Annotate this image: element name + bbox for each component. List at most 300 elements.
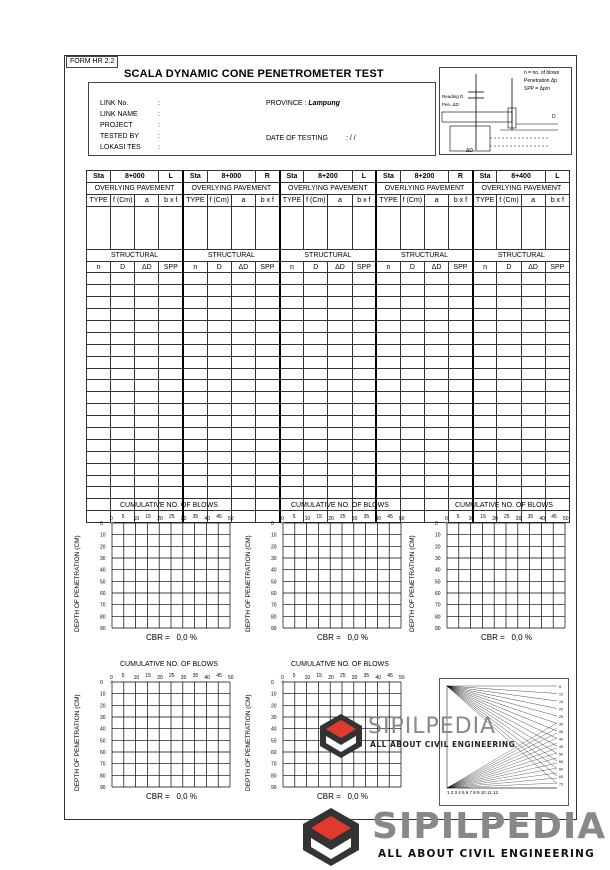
table-cell[interactable] xyxy=(183,285,207,297)
table-cell[interactable] xyxy=(424,297,448,309)
table-cell[interactable] xyxy=(449,321,473,333)
table-cell[interactable] xyxy=(328,463,352,475)
table-cell[interactable] xyxy=(183,392,207,404)
table-cell[interactable] xyxy=(255,463,279,475)
table-cell[interactable] xyxy=(545,451,569,463)
table-cell[interactable] xyxy=(328,380,352,392)
table-cell[interactable] xyxy=(135,356,159,368)
table-cell[interactable] xyxy=(400,321,424,333)
table-cell[interactable] xyxy=(207,416,231,428)
table-cell[interactable] xyxy=(521,416,545,428)
table-cell[interactable] xyxy=(521,297,545,309)
table-cell[interactable] xyxy=(304,487,328,499)
table-cell[interactable] xyxy=(352,297,376,309)
table-cell[interactable] xyxy=(280,451,304,463)
table-cell[interactable] xyxy=(304,309,328,321)
table-cell[interactable] xyxy=(328,321,352,333)
table-cell[interactable] xyxy=(207,356,231,368)
table-cell[interactable] xyxy=(159,475,183,487)
table-cell[interactable] xyxy=(497,475,521,487)
table-cell[interactable] xyxy=(352,416,376,428)
table-cell[interactable] xyxy=(497,285,521,297)
table-cell[interactable] xyxy=(449,344,473,356)
table-cell[interactable] xyxy=(424,344,448,356)
table-cell[interactable] xyxy=(159,332,183,344)
table-cell[interactable] xyxy=(280,344,304,356)
table-cell[interactable] xyxy=(449,451,473,463)
table-cell[interactable] xyxy=(135,344,159,356)
table-cell[interactable] xyxy=(376,380,400,392)
table-cell[interactable] xyxy=(183,463,207,475)
table-cell[interactable] xyxy=(400,356,424,368)
table-cell[interactable] xyxy=(497,309,521,321)
table-cell[interactable] xyxy=(400,285,424,297)
table-cell[interactable] xyxy=(231,416,255,428)
table-cell[interactable] xyxy=(545,404,569,416)
table-cell[interactable] xyxy=(400,344,424,356)
table-cell[interactable] xyxy=(183,309,207,321)
table-cell[interactable] xyxy=(111,332,135,344)
pavement-cell[interactable] xyxy=(376,206,400,249)
table-cell[interactable] xyxy=(328,344,352,356)
table-cell[interactable] xyxy=(231,475,255,487)
table-cell[interactable] xyxy=(159,368,183,380)
table-cell[interactable] xyxy=(111,487,135,499)
table-cell[interactable] xyxy=(207,404,231,416)
table-cell[interactable] xyxy=(328,392,352,404)
table-cell[interactable] xyxy=(135,368,159,380)
table-cell[interactable] xyxy=(207,297,231,309)
table-cell[interactable] xyxy=(521,344,545,356)
table-cell[interactable] xyxy=(449,285,473,297)
table-cell[interactable] xyxy=(111,380,135,392)
table-cell[interactable] xyxy=(449,439,473,451)
table-cell[interactable] xyxy=(497,428,521,440)
table-cell[interactable] xyxy=(449,368,473,380)
table-cell[interactable] xyxy=(352,273,376,285)
table-cell[interactable] xyxy=(87,344,111,356)
table-cell[interactable] xyxy=(521,487,545,499)
table-cell[interactable] xyxy=(328,297,352,309)
table-cell[interactable] xyxy=(376,475,400,487)
table-cell[interactable] xyxy=(545,368,569,380)
table-cell[interactable] xyxy=(424,392,448,404)
table-cell[interactable] xyxy=(376,332,400,344)
table-cell[interactable] xyxy=(231,487,255,499)
table-cell[interactable] xyxy=(87,487,111,499)
table-cell[interactable] xyxy=(280,321,304,333)
table-cell[interactable] xyxy=(231,392,255,404)
table-cell[interactable] xyxy=(376,428,400,440)
table-cell[interactable] xyxy=(473,380,497,392)
table-cell[interactable] xyxy=(159,463,183,475)
table-cell[interactable] xyxy=(304,428,328,440)
pavement-cell[interactable] xyxy=(352,206,376,249)
table-cell[interactable] xyxy=(280,463,304,475)
table-cell[interactable] xyxy=(207,475,231,487)
table-cell[interactable] xyxy=(135,404,159,416)
table-cell[interactable] xyxy=(497,297,521,309)
table-cell[interactable] xyxy=(400,380,424,392)
pavement-cell[interactable] xyxy=(304,206,328,249)
table-cell[interactable] xyxy=(521,392,545,404)
table-cell[interactable] xyxy=(87,285,111,297)
table-cell[interactable] xyxy=(545,332,569,344)
table-cell[interactable] xyxy=(424,332,448,344)
table-cell[interactable] xyxy=(255,451,279,463)
table-cell[interactable] xyxy=(376,273,400,285)
table-cell[interactable] xyxy=(280,416,304,428)
table-cell[interactable] xyxy=(304,297,328,309)
table-cell[interactable] xyxy=(280,439,304,451)
table-cell[interactable] xyxy=(545,380,569,392)
table-cell[interactable] xyxy=(376,309,400,321)
table-cell[interactable] xyxy=(521,356,545,368)
table-cell[interactable] xyxy=(231,273,255,285)
table-cell[interactable] xyxy=(400,475,424,487)
table-cell[interactable] xyxy=(87,499,111,511)
table-cell[interactable] xyxy=(304,416,328,428)
table-cell[interactable] xyxy=(304,285,328,297)
table-cell[interactable] xyxy=(231,368,255,380)
table-cell[interactable] xyxy=(183,321,207,333)
table-cell[interactable] xyxy=(87,463,111,475)
table-cell[interactable] xyxy=(207,344,231,356)
table-cell[interactable] xyxy=(521,332,545,344)
table-cell[interactable] xyxy=(473,451,497,463)
table-cell[interactable] xyxy=(521,404,545,416)
table-cell[interactable] xyxy=(111,463,135,475)
table-cell[interactable] xyxy=(521,439,545,451)
table-cell[interactable] xyxy=(352,404,376,416)
table-cell[interactable] xyxy=(231,321,255,333)
table-cell[interactable] xyxy=(111,451,135,463)
table-cell[interactable] xyxy=(183,487,207,499)
table-cell[interactable] xyxy=(159,344,183,356)
table-cell[interactable] xyxy=(449,273,473,285)
table-cell[interactable] xyxy=(280,368,304,380)
table-cell[interactable] xyxy=(183,475,207,487)
table-cell[interactable] xyxy=(328,416,352,428)
table-cell[interactable] xyxy=(449,332,473,344)
table-cell[interactable] xyxy=(159,487,183,499)
table-cell[interactable] xyxy=(87,368,111,380)
table-cell[interactable] xyxy=(135,332,159,344)
table-cell[interactable] xyxy=(521,321,545,333)
table-cell[interactable] xyxy=(183,428,207,440)
table-cell[interactable] xyxy=(135,392,159,404)
table-cell[interactable] xyxy=(159,321,183,333)
table-cell[interactable] xyxy=(424,368,448,380)
table-cell[interactable] xyxy=(207,273,231,285)
table-cell[interactable] xyxy=(400,332,424,344)
table-cell[interactable] xyxy=(183,439,207,451)
table-cell[interactable] xyxy=(424,428,448,440)
table-cell[interactable] xyxy=(231,428,255,440)
pavement-cell[interactable] xyxy=(328,206,352,249)
table-cell[interactable] xyxy=(449,404,473,416)
table-cell[interactable] xyxy=(376,392,400,404)
table-cell[interactable] xyxy=(135,416,159,428)
table-cell[interactable] xyxy=(87,297,111,309)
table-cell[interactable] xyxy=(497,332,521,344)
table-cell[interactable] xyxy=(280,297,304,309)
table-cell[interactable] xyxy=(352,475,376,487)
table-cell[interactable] xyxy=(328,475,352,487)
table-cell[interactable] xyxy=(424,475,448,487)
table-cell[interactable] xyxy=(400,309,424,321)
table-cell[interactable] xyxy=(376,416,400,428)
table-cell[interactable] xyxy=(376,404,400,416)
table-cell[interactable] xyxy=(159,451,183,463)
table-cell[interactable] xyxy=(183,332,207,344)
pavement-cell[interactable] xyxy=(135,206,159,249)
table-cell[interactable] xyxy=(473,428,497,440)
table-cell[interactable] xyxy=(159,392,183,404)
table-cell[interactable] xyxy=(183,368,207,380)
table-cell[interactable] xyxy=(183,356,207,368)
table-cell[interactable] xyxy=(521,380,545,392)
table-cell[interactable] xyxy=(521,273,545,285)
table-cell[interactable] xyxy=(280,332,304,344)
table-cell[interactable] xyxy=(111,356,135,368)
table-cell[interactable] xyxy=(87,451,111,463)
table-cell[interactable] xyxy=(473,332,497,344)
table-cell[interactable] xyxy=(376,439,400,451)
table-cell[interactable] xyxy=(473,439,497,451)
table-cell[interactable] xyxy=(352,380,376,392)
table-cell[interactable] xyxy=(424,451,448,463)
table-cell[interactable] xyxy=(304,392,328,404)
table-cell[interactable] xyxy=(231,380,255,392)
table-cell[interactable] xyxy=(135,285,159,297)
table-cell[interactable] xyxy=(87,428,111,440)
table-cell[interactable] xyxy=(497,487,521,499)
table-cell[interactable] xyxy=(135,321,159,333)
table-cell[interactable] xyxy=(304,368,328,380)
table-cell[interactable] xyxy=(183,416,207,428)
table-cell[interactable] xyxy=(473,416,497,428)
table-cell[interactable] xyxy=(376,487,400,499)
table-cell[interactable] xyxy=(159,416,183,428)
table-cell[interactable] xyxy=(304,380,328,392)
table-cell[interactable] xyxy=(111,428,135,440)
table-cell[interactable] xyxy=(400,368,424,380)
table-cell[interactable] xyxy=(376,463,400,475)
table-cell[interactable] xyxy=(449,380,473,392)
table-cell[interactable] xyxy=(255,404,279,416)
table-cell[interactable] xyxy=(255,285,279,297)
pavement-cell[interactable] xyxy=(207,206,231,249)
table-cell[interactable] xyxy=(159,309,183,321)
table-cell[interactable] xyxy=(111,297,135,309)
table-cell[interactable] xyxy=(497,451,521,463)
pavement-cell[interactable] xyxy=(497,206,521,249)
table-cell[interactable] xyxy=(400,273,424,285)
table-cell[interactable] xyxy=(521,368,545,380)
table-cell[interactable] xyxy=(545,392,569,404)
table-cell[interactable] xyxy=(87,273,111,285)
table-cell[interactable] xyxy=(304,321,328,333)
table-cell[interactable] xyxy=(135,428,159,440)
table-cell[interactable] xyxy=(424,309,448,321)
table-cell[interactable] xyxy=(111,416,135,428)
table-cell[interactable] xyxy=(231,285,255,297)
table-cell[interactable] xyxy=(545,428,569,440)
table-cell[interactable] xyxy=(255,416,279,428)
table-cell[interactable] xyxy=(135,273,159,285)
table-cell[interactable] xyxy=(159,428,183,440)
table-cell[interactable] xyxy=(449,392,473,404)
table-cell[interactable] xyxy=(111,404,135,416)
table-cell[interactable] xyxy=(255,332,279,344)
table-cell[interactable] xyxy=(87,309,111,321)
table-cell[interactable] xyxy=(497,344,521,356)
table-cell[interactable] xyxy=(87,439,111,451)
table-cell[interactable] xyxy=(280,273,304,285)
table-cell[interactable] xyxy=(304,332,328,344)
table-cell[interactable] xyxy=(135,463,159,475)
table-cell[interactable] xyxy=(87,321,111,333)
table-cell[interactable] xyxy=(280,428,304,440)
table-cell[interactable] xyxy=(207,463,231,475)
pavement-cell[interactable] xyxy=(255,206,279,249)
table-cell[interactable] xyxy=(449,309,473,321)
table-cell[interactable] xyxy=(352,356,376,368)
table-cell[interactable] xyxy=(545,416,569,428)
table-cell[interactable] xyxy=(473,404,497,416)
table-cell[interactable] xyxy=(159,356,183,368)
table-cell[interactable] xyxy=(449,416,473,428)
table-cell[interactable] xyxy=(231,499,255,511)
table-cell[interactable] xyxy=(473,392,497,404)
table-cell[interactable] xyxy=(255,380,279,392)
table-cell[interactable] xyxy=(159,285,183,297)
table-cell[interactable] xyxy=(376,344,400,356)
table-cell[interactable] xyxy=(255,309,279,321)
table-cell[interactable] xyxy=(424,380,448,392)
table-cell[interactable] xyxy=(376,285,400,297)
table-cell[interactable] xyxy=(352,332,376,344)
table-cell[interactable] xyxy=(87,404,111,416)
table-cell[interactable] xyxy=(400,404,424,416)
table-cell[interactable] xyxy=(449,356,473,368)
table-cell[interactable] xyxy=(255,297,279,309)
pavement-cell[interactable] xyxy=(521,206,545,249)
table-cell[interactable] xyxy=(304,475,328,487)
table-cell[interactable] xyxy=(255,392,279,404)
table-cell[interactable] xyxy=(328,309,352,321)
table-cell[interactable] xyxy=(111,392,135,404)
table-cell[interactable] xyxy=(424,285,448,297)
table-cell[interactable] xyxy=(135,380,159,392)
table-cell[interactable] xyxy=(207,439,231,451)
table-cell[interactable] xyxy=(111,309,135,321)
table-cell[interactable] xyxy=(376,356,400,368)
table-cell[interactable] xyxy=(424,439,448,451)
table-cell[interactable] xyxy=(207,285,231,297)
table-cell[interactable] xyxy=(545,297,569,309)
table-cell[interactable] xyxy=(400,392,424,404)
table-cell[interactable] xyxy=(400,297,424,309)
table-cell[interactable] xyxy=(352,285,376,297)
table-cell[interactable] xyxy=(352,368,376,380)
table-cell[interactable] xyxy=(231,463,255,475)
table-cell[interactable] xyxy=(183,404,207,416)
table-cell[interactable] xyxy=(449,475,473,487)
table-cell[interactable] xyxy=(183,297,207,309)
table-cell[interactable] xyxy=(449,463,473,475)
table-cell[interactable] xyxy=(207,451,231,463)
table-cell[interactable] xyxy=(449,297,473,309)
table-cell[interactable] xyxy=(400,487,424,499)
table-cell[interactable] xyxy=(328,285,352,297)
table-cell[interactable] xyxy=(111,368,135,380)
table-cell[interactable] xyxy=(255,368,279,380)
table-cell[interactable] xyxy=(304,439,328,451)
table-cell[interactable] xyxy=(376,297,400,309)
table-cell[interactable] xyxy=(231,356,255,368)
table-cell[interactable] xyxy=(545,309,569,321)
table-cell[interactable] xyxy=(135,451,159,463)
table-cell[interactable] xyxy=(352,439,376,451)
table-cell[interactable] xyxy=(280,380,304,392)
pavement-cell[interactable] xyxy=(424,206,448,249)
table-cell[interactable] xyxy=(328,404,352,416)
table-cell[interactable] xyxy=(135,487,159,499)
table-cell[interactable] xyxy=(231,439,255,451)
table-cell[interactable] xyxy=(183,344,207,356)
table-cell[interactable] xyxy=(424,487,448,499)
table-cell[interactable] xyxy=(400,499,424,511)
table-cell[interactable] xyxy=(159,273,183,285)
table-cell[interactable] xyxy=(328,273,352,285)
table-cell[interactable] xyxy=(376,451,400,463)
table-cell[interactable] xyxy=(473,475,497,487)
table-cell[interactable] xyxy=(497,368,521,380)
table-cell[interactable] xyxy=(473,487,497,499)
table-cell[interactable] xyxy=(473,463,497,475)
table-cell[interactable] xyxy=(352,392,376,404)
table-cell[interactable] xyxy=(87,380,111,392)
table-cell[interactable] xyxy=(473,309,497,321)
table-cell[interactable] xyxy=(497,404,521,416)
table-cell[interactable] xyxy=(255,356,279,368)
table-cell[interactable] xyxy=(183,273,207,285)
table-cell[interactable] xyxy=(231,404,255,416)
table-cell[interactable] xyxy=(87,392,111,404)
table-cell[interactable] xyxy=(207,428,231,440)
table-cell[interactable] xyxy=(135,475,159,487)
table-cell[interactable] xyxy=(497,463,521,475)
table-cell[interactable] xyxy=(304,344,328,356)
table-cell[interactable] xyxy=(135,297,159,309)
table-cell[interactable] xyxy=(545,487,569,499)
table-cell[interactable] xyxy=(497,321,521,333)
table-cell[interactable] xyxy=(159,380,183,392)
table-cell[interactable] xyxy=(497,439,521,451)
table-cell[interactable] xyxy=(255,344,279,356)
table-cell[interactable] xyxy=(449,428,473,440)
table-cell[interactable] xyxy=(280,475,304,487)
table-cell[interactable] xyxy=(352,344,376,356)
table-cell[interactable] xyxy=(280,404,304,416)
table-cell[interactable] xyxy=(255,321,279,333)
table-cell[interactable] xyxy=(87,416,111,428)
pavement-cell[interactable] xyxy=(231,206,255,249)
table-cell[interactable] xyxy=(328,428,352,440)
table-cell[interactable] xyxy=(473,368,497,380)
